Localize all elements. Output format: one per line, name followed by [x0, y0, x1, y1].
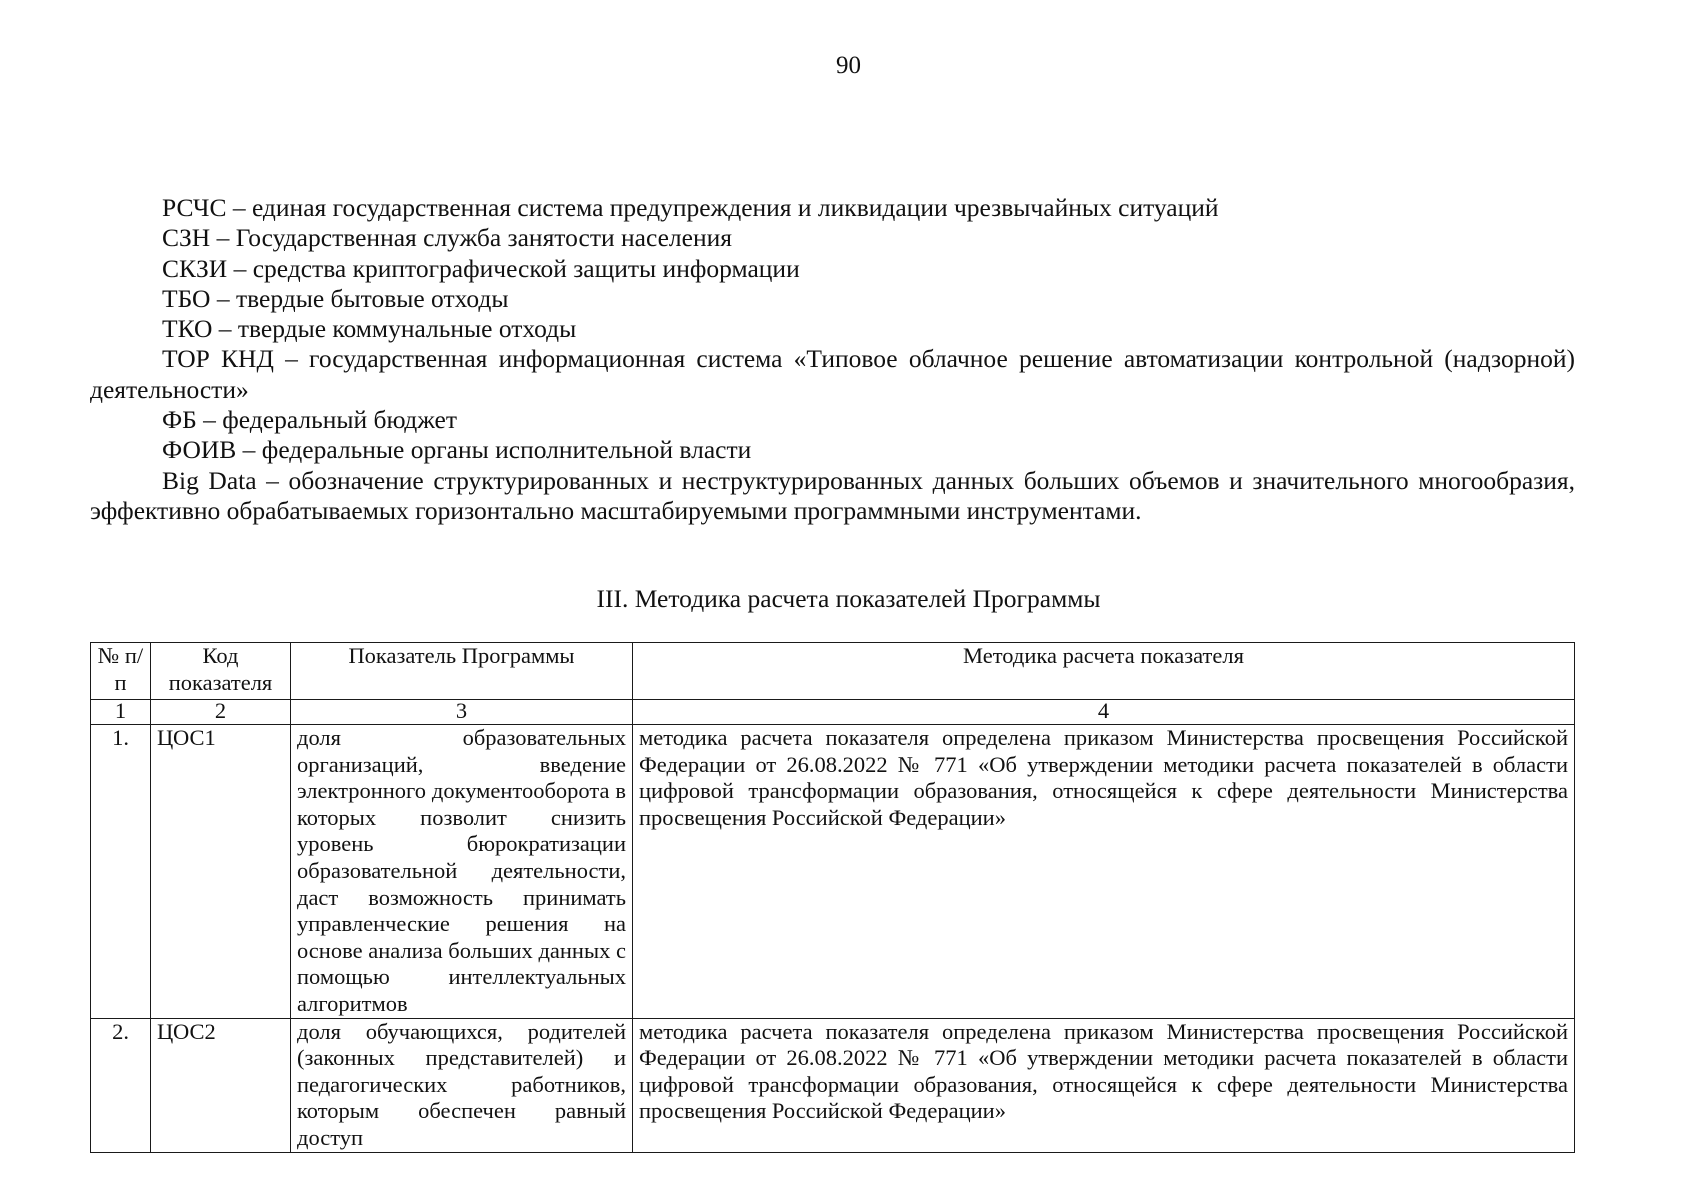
column-number-cell: 2: [151, 700, 291, 725]
row-indicator: доля образовательных организаций, введение электронного документооборота в которых позволит снизить уровень бюрократизации образовательной деятельности, даст возможность принимать управленческие решения на основе анализа больших данных с помощью интеллектуальных алгоритмов: [291, 725, 633, 1019]
row-code: ЦОС2: [151, 1018, 291, 1152]
row-indicator: доля обучающихся, родителей (законных представителей) и педагогических работников, которым обеспечен равный доступ: [291, 1018, 633, 1152]
abbreviation-item: СЗН – Государственная служба занятости населения: [162, 223, 732, 253]
row-method: методика расчета показателя определена приказом Министерства просвещения Российской Федерации от 26.08.2022 № 771 «Об утверждении методики расчета показателей в области цифровой трансформации образования, относящейся к сфере деятельности Министерства просвещения Российской Федерации»: [633, 725, 1575, 1019]
abbreviation-list: [90, 193, 1575, 526]
header-cell-index: № п/п: [91, 643, 151, 700]
column-number-cell: 1: [91, 700, 151, 725]
row-index: 2.: [91, 1018, 151, 1152]
table-row: [91, 725, 1575, 1019]
page-number: 90: [836, 52, 861, 79]
abbreviation-item: ТКО – твердые коммунальные отходы: [162, 314, 577, 344]
header-cell-code: Код показателя: [151, 643, 291, 700]
abbreviation-item: СКЗИ – средства криптографической защиты информации: [162, 253, 800, 283]
indicators-table: [90, 642, 1575, 1153]
row-code: ЦОС1: [151, 725, 291, 1019]
header-cell-indicator: Показатель Программы: [291, 643, 633, 700]
column-number-cell: 3: [291, 700, 633, 725]
abbreviation-item: ТБО – твердые бытовые отходы: [162, 283, 509, 313]
column-number-row: [91, 700, 1575, 725]
abbreviation-item: РСЧС – единая государственная система предупреждения и ликвидации чрезвычайных ситуаций: [162, 193, 1219, 222]
table-row: [91, 1018, 1575, 1152]
table-header-row: [91, 643, 1575, 700]
abbreviation-item: Big Data – обозначение структурированных и неструктурированных данных больших объемов и значительного многообразия, эффективно обрабатываемых горизонтально масштабируемыми программными инструментами.: [90, 465, 1575, 525]
row-method: методика расчета показателя определена приказом Министерства просвещения Российской Федерации от 26.08.2022 № 771 «Об утверждении методики расчета показателей в области цифровой трансформации образования, относящейся к сфере деятельности Министерства просвещения Российской Федерации»: [633, 1018, 1575, 1152]
section-title: III. Методика расчета показателей Программы: [596, 584, 1101, 613]
abbreviation-item: ФБ – федеральный бюджет: [162, 405, 457, 435]
column-number-cell: 4: [633, 700, 1575, 725]
header-cell-method: Методика расчета показателя: [633, 643, 1575, 700]
abbreviation-item: ФОИВ – федеральные органы исполнительной власти: [162, 435, 752, 465]
abbreviation-item: ТОР КНД – государственная информационная система «Типовое облачное решение автоматизации контрольной (надзорной) деятельности»: [90, 344, 1575, 404]
row-index: 1.: [91, 725, 151, 1019]
